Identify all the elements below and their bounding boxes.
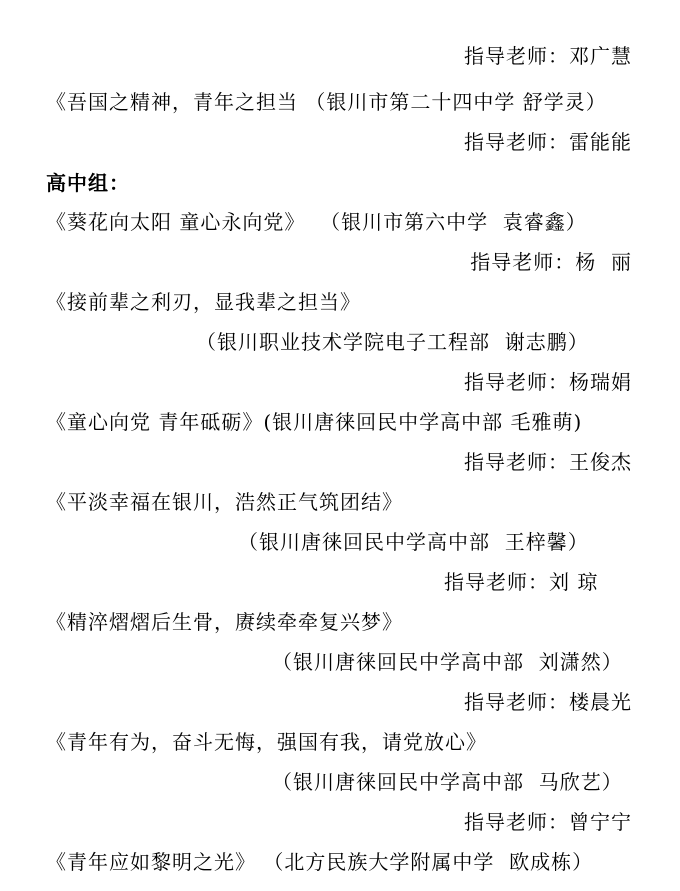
entry-author-line: （银川唐徕回民中学高中部 刘潇然） [272,650,623,674]
section-heading-high-school: 高中组： [46,171,130,195]
entry-title-line: 《葵花向太阳 童心永向党》 （银川市第六中学 袁睿鑫） [46,210,587,234]
advisor-line: 指导老师：邓广慧 [464,44,632,68]
entry-title-line: 《青年应如黎明之光》 （北方民族大学附属中学 欧成栋） [46,850,594,874]
entry-author-line: （银川唐徕回民中学高中部 马欣艺） [272,770,623,794]
entry-author-line: （银川唐徕回民中学高中部 王梓馨） [238,530,589,554]
advisor-line: 指导老师：王俊杰 [464,450,632,474]
entry-title-line: 《平淡幸福在银川，浩然正气筑团结》 [46,490,403,514]
advisor-line: 指导老师：刘 琼 [444,570,599,594]
advisor-line: 指导老师：雷能能 [464,130,632,154]
entry-title-line: 《精淬熠熠后生骨，赓续牵牵复兴梦》 [46,610,403,634]
advisor-line: 指导老师：杨瑞娟 [464,370,632,394]
advisor-line: 指导老师：楼晨光 [464,690,632,714]
advisor-line: 指导老师：杨 丽 [470,250,632,274]
entry-author-line: （银川职业技术学院电子工程部 谢志鹏） [196,330,589,354]
entry-title-line: 《青年有为，奋斗无悔，强国有我，请党放心》 [46,730,487,754]
entry-title-line: 《童心向党 青年砥砺》(银川唐徕回民中学高中部 毛雅萌) [46,410,583,434]
entry-title-line: 《接前辈之利刃，显我辈之担当》 [46,290,361,314]
entry-title-line: 《吾国之精神，青年之担当 （银川市第二十四中学 舒学灵） [46,90,607,114]
advisor-line: 指导老师：曾宁宁 [464,810,632,834]
